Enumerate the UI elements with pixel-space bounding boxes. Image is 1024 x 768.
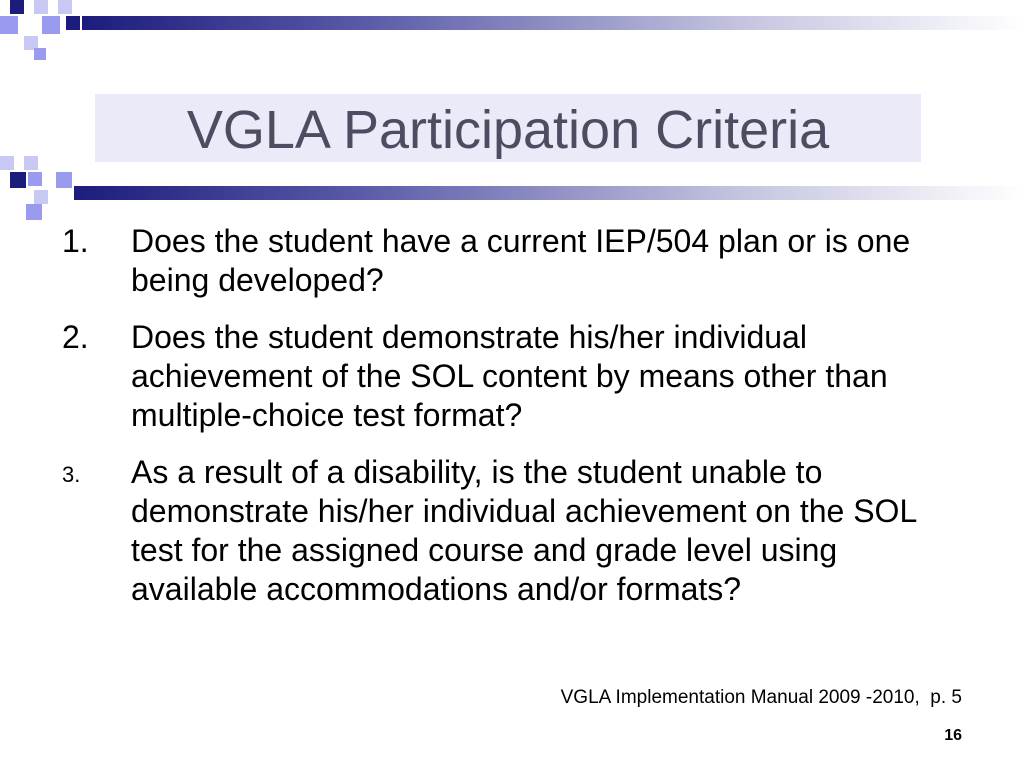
- item-number: 3.: [62, 462, 81, 487]
- deco-square: [34, 190, 48, 204]
- deco-square: [66, 16, 80, 30]
- list-item: [62, 222, 962, 300]
- top-gradient-bar: [82, 16, 1024, 30]
- deco-square: [56, 172, 72, 188]
- item-number: 2.: [62, 319, 89, 355]
- item-text: Does the student have a current IEP/504 plan or is one being developed?: [131, 223, 911, 298]
- deco-square: [34, 0, 48, 14]
- deco-square: [34, 48, 46, 60]
- page-number: 16: [944, 727, 962, 744]
- slide-title: VGLA Participation Criteria: [186, 100, 830, 160]
- deco-square: [10, 0, 24, 14]
- deco-square: [58, 0, 72, 14]
- deco-square: [24, 156, 38, 170]
- deco-square: [26, 204, 42, 220]
- list-item: [62, 318, 962, 435]
- item-number: 1.: [62, 223, 89, 259]
- mid-gradient-bar: [74, 186, 1024, 200]
- deco-square: [28, 172, 42, 186]
- deco-square: [0, 16, 18, 34]
- deco-square: [10, 172, 26, 188]
- list-item: [62, 453, 962, 609]
- criteria-list: [62, 222, 962, 627]
- source-citation: VGLA Implementation Manual 2009 -2010, p. 5: [560, 687, 962, 708]
- item-text: As a result of a disability, is the student unable to demonstrate his/her individual achievement on the SOL test for the assigned course and grade level using available accommodations and/or formats?: [131, 454, 917, 607]
- item-text: Does the student demonstrate his/her individual achievement of the SOL content by means other than multiple-choice test format?: [131, 319, 888, 433]
- deco-square: [42, 16, 60, 34]
- deco-square: [0, 156, 14, 170]
